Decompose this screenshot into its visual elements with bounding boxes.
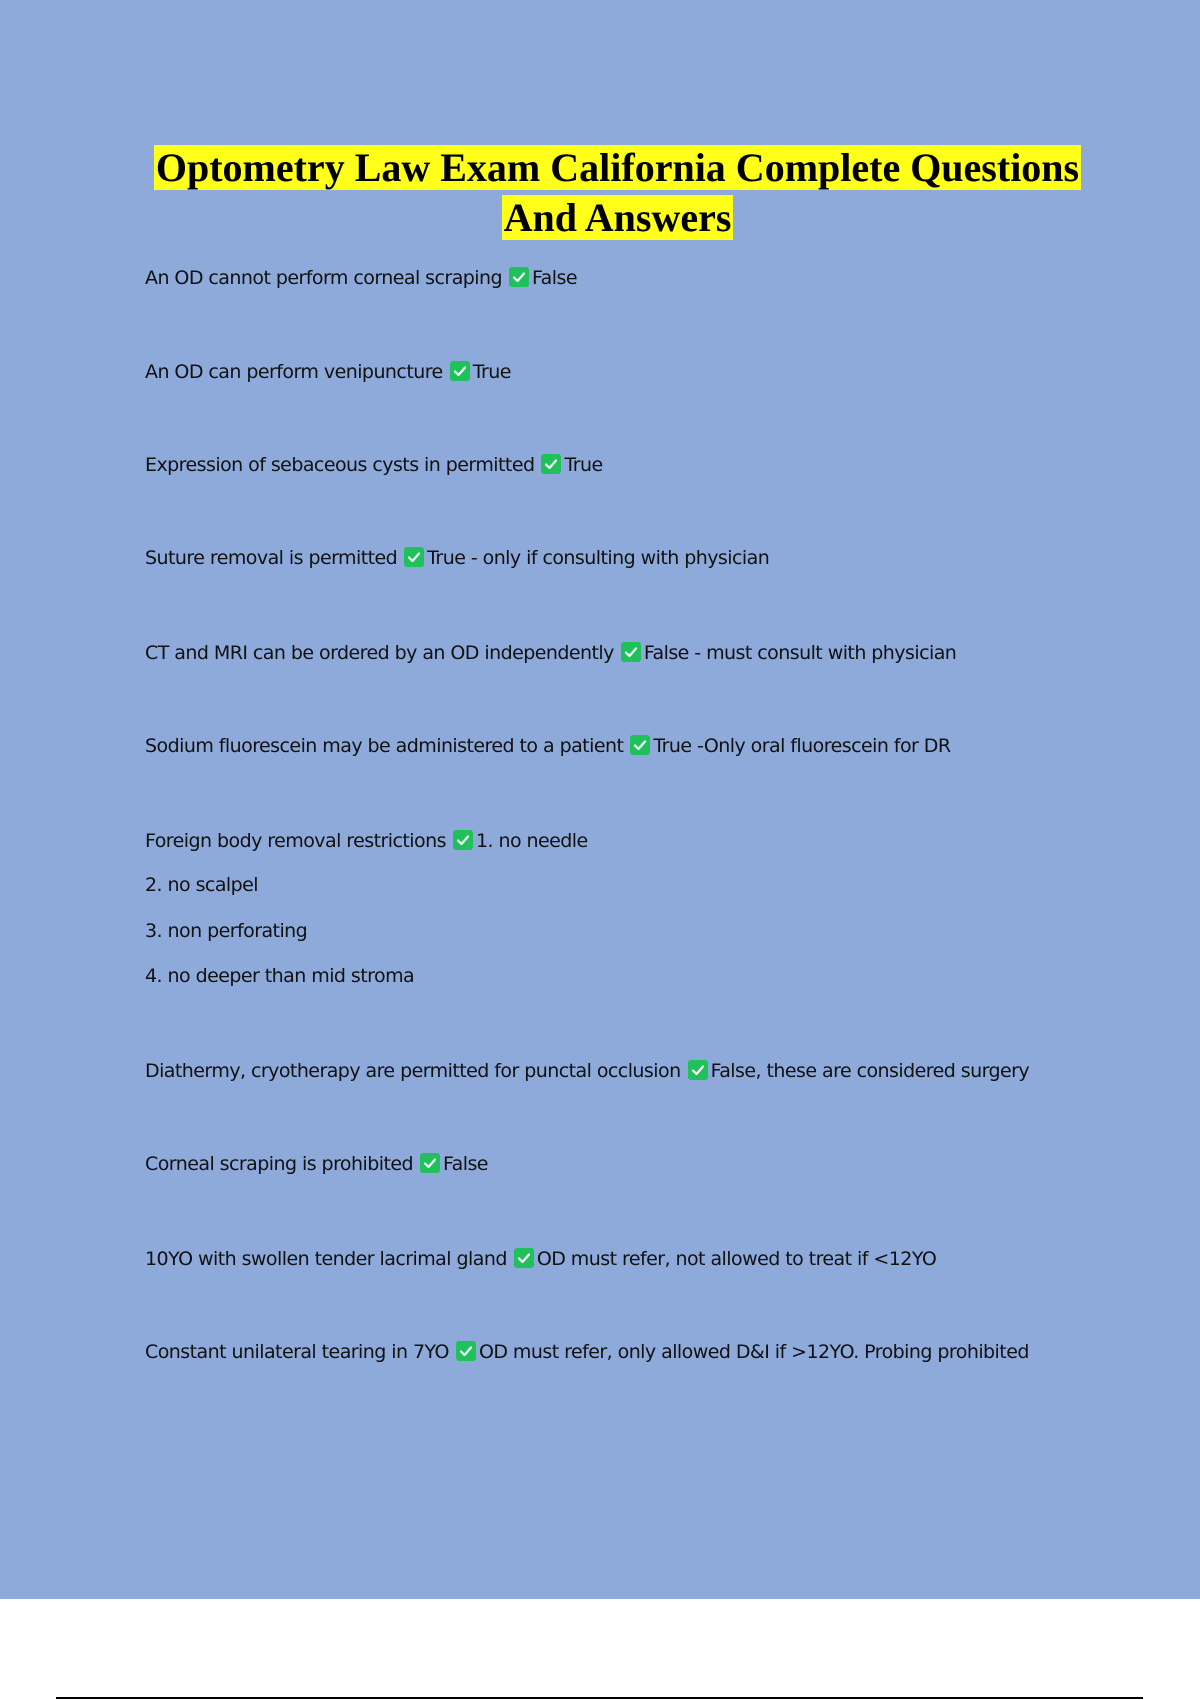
answer-text: True -Only oral fluorescein for DR (653, 735, 951, 757)
question-text: Foreign body removal restrictions (145, 830, 446, 852)
answer-text: 3. non perforating (145, 920, 308, 942)
qa-item (145, 1150, 488, 1178)
question-text: 10YO with swollen tender lacrimal gland (145, 1248, 507, 1270)
answer-text: True - only if consulting with physician (427, 547, 770, 569)
answer-text: OD must refer, only allowed D&I if >12YO. Probing prohibited (478, 1341, 1029, 1363)
check-mark-icon (514, 1248, 534, 1268)
answer-text: 2. no scalpel (145, 874, 259, 896)
qa-item (145, 451, 603, 479)
footer-divider (56, 1697, 1143, 1699)
answer-continuation (145, 917, 307, 945)
question-text: Constant unilateral tearing in 7YO (145, 1341, 449, 1363)
answer-text: True (564, 454, 603, 476)
question-text: Sodium fluorescein may be administered to a patient (145, 735, 624, 757)
qa-item (145, 264, 577, 292)
check-mark-icon (456, 1341, 476, 1361)
answer-text: 4. no deeper than mid stroma (145, 965, 415, 987)
answer-text: False (532, 267, 577, 289)
answer-continuation (145, 962, 414, 990)
answer-text: OD must refer, not allowed to treat if <12YO (536, 1248, 937, 1270)
qa-item (145, 358, 511, 386)
qa-item (145, 827, 588, 855)
qa-item (145, 1245, 936, 1273)
check-mark-icon (630, 735, 650, 755)
answer-continuation (145, 871, 258, 899)
question-text: CT and MRI can be ordered by an OD independently (145, 642, 614, 664)
check-mark-icon (453, 830, 473, 850)
question-text: Corneal scraping is prohibited (145, 1153, 413, 1175)
check-mark-icon (509, 267, 529, 287)
answer-text: False - must consult with physician (643, 642, 957, 664)
document-title (150, 143, 1085, 243)
check-mark-icon (541, 454, 561, 474)
question-text: An OD cannot perform corneal scraping (145, 267, 503, 289)
check-mark-icon (621, 642, 641, 662)
qa-item (145, 1338, 1029, 1366)
question-text: Diathermy, cryotherapy are permitted for punctal occlusion (145, 1060, 681, 1082)
question-text: Suture removal is permitted (145, 547, 398, 569)
answer-text: 1. no needle (475, 830, 588, 852)
answer-text: True (472, 361, 511, 383)
check-mark-icon (404, 547, 424, 567)
qa-item (145, 1057, 1029, 1085)
qa-item (145, 732, 951, 760)
check-mark-icon (420, 1153, 440, 1173)
answer-text: False, these are considered surgery (710, 1060, 1030, 1082)
question-text: An OD can perform venipuncture (145, 361, 443, 383)
check-mark-icon (450, 361, 470, 381)
qa-item (145, 544, 769, 572)
title-line-1: Optometry Law Exam California Complete Questions (155, 145, 1080, 190)
title-line-2: And Answers (503, 195, 732, 240)
question-text: Expression of sebaceous cysts in permitted (145, 454, 535, 476)
qa-item (145, 639, 956, 667)
answer-text: False (443, 1153, 488, 1175)
check-mark-icon (688, 1060, 708, 1080)
